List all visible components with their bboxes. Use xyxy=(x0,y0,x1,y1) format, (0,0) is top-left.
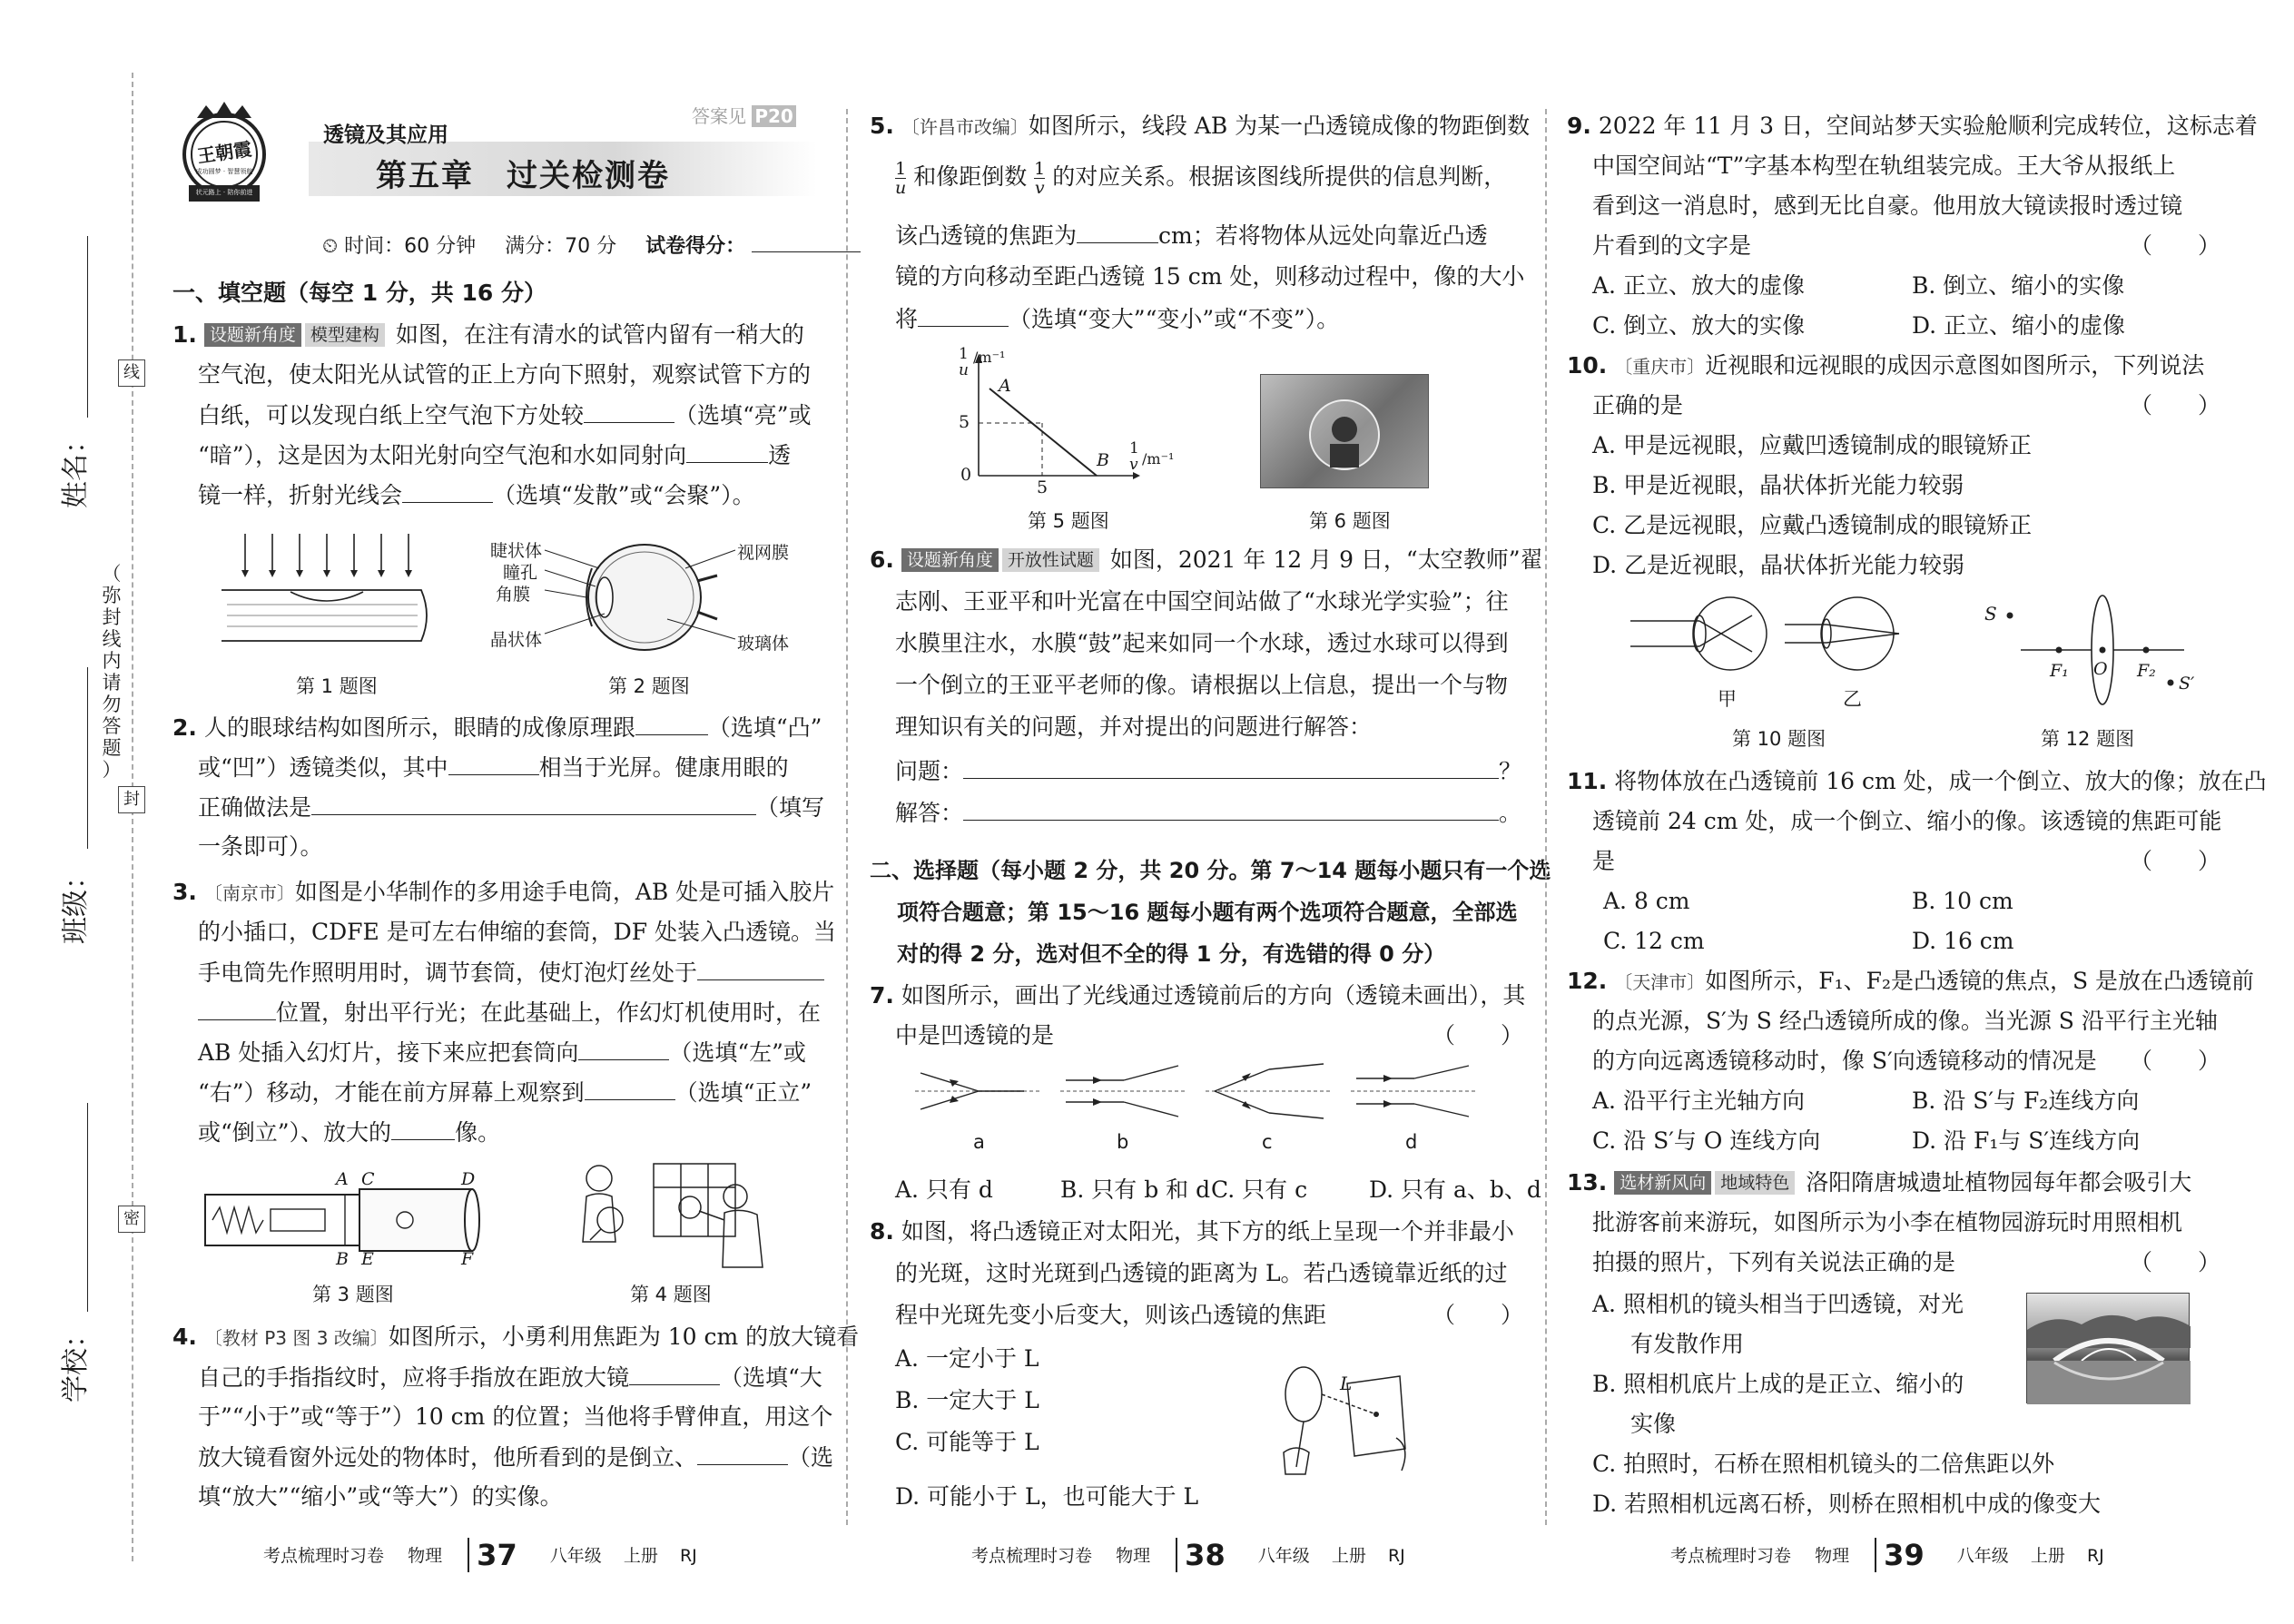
q4-number: 4. xyxy=(172,1324,197,1350)
q6-question-label: 问题： xyxy=(895,758,964,784)
q5-blank-2[interactable] xyxy=(918,305,1009,327)
q1-blank-2[interactable] xyxy=(686,441,768,463)
q7-option-c[interactable]: C. 只有 c xyxy=(1211,1176,1308,1203)
fig4-caption: 第 4 题图 xyxy=(630,1284,712,1305)
q5-line-5 xyxy=(895,305,1339,333)
fig5-tick-x: 5 xyxy=(1037,477,1049,497)
q3-source: 〔南京市〕 xyxy=(203,882,295,904)
name-label: 姓名： xyxy=(60,427,92,508)
q4-blank-2[interactable] xyxy=(697,1443,788,1465)
q11-line-3: 是 xyxy=(1592,848,1616,874)
q13-text-1: 洛阳隋唐城遗址植物园每年都会吸引大 xyxy=(1806,1169,2192,1196)
q4-blank-1[interactable] xyxy=(629,1363,720,1385)
q3-text-1: 如图是小华制作的多用途手电筒，AB 处是可插入胶片 xyxy=(294,879,835,905)
fig2-caption: 第 2 题图 xyxy=(608,675,690,697)
section1-heading: 一、填空题（每空 1 分，共 16 分） xyxy=(172,280,547,306)
brand-slogan-2: 状元路上 · 陪你前进 xyxy=(195,189,253,196)
q11-option-c[interactable]: C. 12 cm xyxy=(1603,928,1705,954)
q3-blank-3[interactable] xyxy=(585,1078,675,1100)
footer-page-number: 39 xyxy=(1875,1538,1932,1572)
footer-edition: RJ xyxy=(1387,1546,1405,1566)
footer-grade: 八年级 xyxy=(1956,1546,2009,1566)
q2-line-1 xyxy=(172,714,822,742)
q12-option-a[interactable]: A. 沿平行主光轴方向 xyxy=(1592,1088,1805,1114)
q6-answer-label: 解答： xyxy=(895,800,964,826)
q1-line-1 xyxy=(172,321,804,349)
q4-line-1 xyxy=(172,1324,859,1352)
column-divider-1 xyxy=(846,109,848,1525)
q12-text-1: 如图所示，F₁、F₂是凸透镜的焦点，S 是放在凸透镜前 xyxy=(1705,968,2255,994)
q10-line-1 xyxy=(1567,352,2204,380)
q13-option-a[interactable]: A. 照相机的镜头相当于凹透镜，对光 xyxy=(1592,1291,1964,1317)
q13-tag-1: 选材新风向 xyxy=(1614,1171,1711,1195)
q3-blank-2[interactable] xyxy=(578,1038,669,1060)
footer-page-38 xyxy=(971,1538,1405,1572)
fig5-caption: 第 5 题图 xyxy=(1028,510,1109,532)
q8-fig-label-l: L xyxy=(1340,1373,1353,1394)
seal-notice-text: 弥封线内请勿答题 xyxy=(102,585,122,759)
q7-text-1: 如图所示，画出了光线通过透镜前后的方向（透镜未画出），其 xyxy=(901,982,1526,1009)
q6-number: 6. xyxy=(870,546,894,573)
school-line xyxy=(87,1103,88,1312)
fig2-eye-diagram xyxy=(490,532,808,668)
fig5-y-one: 1 xyxy=(959,345,969,363)
q7-fig-label-c: c xyxy=(1262,1131,1273,1153)
footer-page-number: 38 xyxy=(1176,1538,1233,1572)
footer-subject: 物理 xyxy=(1116,1546,1151,1566)
info-time: 时间：60 分钟 xyxy=(344,235,477,258)
footer-edition: RJ xyxy=(679,1546,697,1566)
fig5-graph xyxy=(951,345,1175,497)
q5-text-7: 将 xyxy=(895,306,919,332)
fig2-label-retina: 视网膜 xyxy=(737,543,790,563)
column-divider-2 xyxy=(1545,109,1547,1525)
q1-line-5 xyxy=(198,481,755,509)
fig3-label-a: A xyxy=(336,1169,349,1189)
fig12-label-f2: F₂ xyxy=(2137,661,2156,681)
footer-term: 上册 xyxy=(2030,1546,2065,1566)
q6-answer-row xyxy=(895,799,1521,827)
q11-option-d[interactable]: D. 16 cm xyxy=(1912,928,2014,954)
q4-text-6: （选 xyxy=(788,1444,834,1471)
q7-fig-label-a: a xyxy=(973,1131,985,1153)
q10-option-b[interactable]: B. 甲是近视眼，晶状体折光能力较弱 xyxy=(1592,472,1964,498)
q13-number: 13. xyxy=(1567,1169,1608,1196)
q13-option-b[interactable]: B. 照相机底片上成的是正立、缩小的 xyxy=(1592,1371,1964,1397)
q6-line-1 xyxy=(870,546,1542,574)
fig12-label-s-prime: S′ xyxy=(2179,674,2195,694)
q5-frac-v-num: 1 xyxy=(1034,159,1046,179)
q6-answer-field[interactable] xyxy=(963,799,1499,821)
q4-text-2: 自己的手指指纹时，应将手指放在距放大镜 xyxy=(198,1364,630,1391)
q8-line-3: 程中光斑先变小后变大，则该凸透镜的焦距 xyxy=(895,1302,1327,1328)
fig10-caption: 第 10 题图 xyxy=(1732,728,1826,750)
fig5-x-one: 1 xyxy=(1129,439,1139,458)
q4-text-1: 如图所示，小勇利用焦距为 10 cm 的放大镜看 xyxy=(388,1324,860,1350)
fig5-point-b: B xyxy=(1097,450,1109,470)
fig12-lens-diagram xyxy=(1984,590,2211,717)
q2-text-5: 正确做法是 xyxy=(198,794,312,821)
seal-line xyxy=(132,73,133,1561)
q3-text-5: AB 处插入幻灯片，接下来应把套筒向 xyxy=(198,1039,579,1066)
q4-source: 〔教材 P3 图 3 改编〕 xyxy=(203,1327,389,1349)
q1-tag-2: 模型建构 xyxy=(305,323,385,347)
q10-line-2: 正确的是 xyxy=(1592,392,1684,418)
q9-line-1 xyxy=(1567,113,2258,140)
footer-grade: 八年级 xyxy=(549,1546,602,1566)
q6-tag-2: 开放性试题 xyxy=(1002,548,1099,572)
q4-line-4 xyxy=(198,1443,833,1471)
seal-notice-paren-open: （ xyxy=(102,563,122,585)
seal-mark-feng: 封 xyxy=(118,786,145,813)
q11-line-1 xyxy=(1567,768,2267,795)
q8-option-a[interactable]: A. 一定小于 L xyxy=(895,1345,1039,1372)
fig3-label-c: C xyxy=(361,1169,375,1189)
q11-option-a[interactable]: A. 8 cm xyxy=(1603,888,1690,914)
q6-line-5: 理知识有关的问题，并对提出的问题进行解答： xyxy=(895,714,1373,740)
q13-option-c[interactable]: C. 拍照时，石桥在照相机镜头的二倍焦距以外 xyxy=(1592,1451,2055,1477)
fig3-label-b: B xyxy=(336,1249,349,1269)
q4-text-5: 放大镜看窗外远处的物体时，他所看到的是倒立、 xyxy=(198,1444,698,1471)
answer-ref xyxy=(692,102,796,128)
q3-text-3: 手电筒先作照明用时，调节套筒，使灯泡灯丝处于 xyxy=(198,960,698,986)
q5-frac-u-num: 1 xyxy=(895,159,907,179)
q11-text-1: 将物体放在凸透镜前 16 cm 处，成一个倒立、放大的像；放在凸 xyxy=(1614,768,2267,794)
q13-line-1 xyxy=(1567,1169,2191,1196)
q9-line-4: 片看到的文字是 xyxy=(1592,232,1752,259)
q12-line-2: 的点光源，S′为 S 经凸透镜所成的像。当光源 S 沿平行主光轴 xyxy=(1592,1008,2218,1034)
q3-line-2: 的小插口，CDFE 是可左右伸缩的套筒，DF 处装入凸透镜。当 xyxy=(198,919,837,945)
fig3-caption: 第 3 题图 xyxy=(312,1284,394,1305)
q2-text-2: （选填“凸” xyxy=(707,714,822,741)
seal-mark-line: 线 xyxy=(118,359,145,387)
info-score-label: 试卷得分： xyxy=(645,235,746,258)
q11-number: 11. xyxy=(1567,768,1608,794)
exam-info xyxy=(322,231,861,259)
q9-line-3: 看到这一消息时，感到无比自豪。他用放大镜读报时透过镜 xyxy=(1592,192,2183,219)
q10-option-a[interactable]: A. 甲是远视眼，应戴凹透镜制成的眼镜矫正 xyxy=(1592,432,2032,458)
q6-tag-1: 设题新角度 xyxy=(901,548,999,572)
fig12-label-o: O xyxy=(2093,659,2108,679)
class-line xyxy=(87,667,88,849)
q1-line-2: 空气泡，使太阳光从试管的正上方向下照射，观察试管下方的 xyxy=(198,361,812,388)
q3-line-4 xyxy=(198,999,821,1027)
q12-source: 〔天津市〕 xyxy=(1614,971,1706,993)
q6-question-row xyxy=(895,757,1521,785)
q6-line-4: 一个倒立的王亚平老师的像。请根据以上信息，提出一个与物 xyxy=(895,672,1509,698)
fig2-label-lens: 晶状体 xyxy=(490,630,543,650)
q3-blank-4[interactable] xyxy=(391,1118,455,1140)
q3-number: 3. xyxy=(172,879,197,905)
q5-frac-v-den: v xyxy=(1034,178,1045,198)
binding-strip xyxy=(0,0,154,1624)
fig3-flashlight xyxy=(200,1169,490,1269)
q7-option-b[interactable]: B. 只有 b 和 d xyxy=(1060,1176,1211,1203)
q7-fig-label-d: d xyxy=(1405,1131,1418,1153)
q5-text-5: cm；若将物体从远处向靠近凸透 xyxy=(1158,222,1488,249)
q10-source: 〔重庆市〕 xyxy=(1614,356,1706,378)
q5-frac-v xyxy=(1034,160,1045,197)
q12-number: 12. xyxy=(1567,968,1608,994)
q1-text-5: “暗”），这是因为太阳光射向空气泡和水如同射向 xyxy=(198,442,687,468)
chapter-subtitle: 透镜及其应用 xyxy=(323,123,448,147)
q7-line-1 xyxy=(870,982,1525,1009)
fig10-eye-diagrams xyxy=(1630,592,1903,683)
q2-blank-2[interactable] xyxy=(448,753,539,775)
q6-question-field[interactable] xyxy=(963,757,1499,779)
q2-line-3 xyxy=(198,793,824,822)
q1-line-4 xyxy=(198,441,791,469)
q6-line-2: 志刚、王亚平和叶光富在中国空间站做了“水球光学实验”；往 xyxy=(895,588,1509,615)
q1-tag-1: 设题新角度 xyxy=(204,323,301,347)
section2-line-2: 项符合题意；第 15～16 题每小题有两个选项符合题意，全部选 xyxy=(897,900,1518,925)
q4-text-3: （选填“大 xyxy=(720,1364,822,1391)
q13-bridge-photo xyxy=(2026,1293,2190,1403)
fig5-y-label: /m⁻¹ xyxy=(973,349,1006,366)
q13-line-2: 批游客前来游玩，如图所示为小李在植物园游玩时用照相机 xyxy=(1592,1209,2183,1235)
q5-line-4: 镜的方向移动至距凸透镜 15 cm 处，则移动过程中，像的大小 xyxy=(895,263,1525,290)
seal-notice-paren-close: ） xyxy=(102,759,122,781)
q5-text-8: （选填“变大”“变小”或“不变”）。 xyxy=(1009,306,1340,332)
q3-line-5 xyxy=(198,1038,806,1067)
footer-subject: 物理 xyxy=(1815,1546,1850,1566)
q3-text-6: （选填“左”或 xyxy=(669,1039,806,1066)
fig5-x-label: /m⁻¹ xyxy=(1142,450,1175,468)
q2-text-1: 人的眼球结构如图所示，眼睛的成像原理跟 xyxy=(203,714,635,741)
footer-series: 考点梳理时习卷 xyxy=(1670,1546,1792,1566)
answer-ref-text: 答案见 xyxy=(692,105,746,127)
q12-option-d[interactable]: D. 沿 F₁与 S′连线方向 xyxy=(1912,1127,2141,1154)
q1-text-3: 白纸，可以发现白纸上空气泡下方处较 xyxy=(198,402,585,428)
seal-notice xyxy=(98,563,125,781)
q7-option-d[interactable]: D. 只有 a、b、d xyxy=(1369,1176,1541,1203)
q10-text-1: 近视眼和远视眼的成因示意图如图所示，下列说法 xyxy=(1705,352,2205,379)
q2-text-3: 或“凹”）透镜类似，其中 xyxy=(198,754,448,781)
fig2-label-cornea: 角膜 xyxy=(496,585,531,605)
fig2-label-vitreous: 玻璃体 xyxy=(737,634,790,654)
footer-page-37 xyxy=(263,1538,697,1572)
q5-line-3 xyxy=(895,221,1488,250)
fig5-y-u: u xyxy=(959,361,969,379)
q6-answer-end: 。 xyxy=(1499,800,1522,826)
fig3-label-e: E xyxy=(361,1249,374,1269)
q3-text-4: 位置，射出平行光；在此基础上，作幻灯机使用时，在 xyxy=(276,999,822,1026)
q6-line-3: 水膜里注水，水膜“鼓”起来如同一个水球，透过水球可以得到 xyxy=(895,630,1509,656)
q2-text-6: （填写 xyxy=(756,794,825,821)
q8-line-1 xyxy=(870,1218,1514,1245)
q11-answer-paren[interactable]: （ ） xyxy=(2130,848,2221,874)
fig3-label-f: F xyxy=(461,1249,474,1269)
q2-number: 2. xyxy=(172,714,197,741)
q1-text-1: 如图，在注有清水的试管内留有一稍大的 xyxy=(395,321,804,348)
footer-subject: 物理 xyxy=(408,1546,443,1566)
fig6-photo xyxy=(1260,374,1429,488)
q8-lens-figure xyxy=(1260,1362,1414,1480)
q8-answer-paren[interactable]: （ ） xyxy=(1433,1302,1524,1328)
footer-series: 考点梳理时习卷 xyxy=(971,1546,1093,1566)
q1-text-4: （选填“亮”或 xyxy=(674,402,812,428)
footer-page-number: 37 xyxy=(468,1538,525,1572)
q1-blank-3[interactable] xyxy=(402,481,493,503)
footer-grade: 八年级 xyxy=(1257,1546,1310,1566)
q5-number: 5. xyxy=(870,113,894,139)
seal-mark-mi: 密 xyxy=(118,1206,145,1233)
q8-option-c[interactable]: C. 可能等于 L xyxy=(895,1429,1039,1455)
section2-line-3: 对的得 2 分，选对但不全的得 1 分，有选错的得 0 分） xyxy=(897,941,1446,967)
q12-answer-paren[interactable]: （ ） xyxy=(2130,1048,2221,1074)
q4-line-3: 于”“小于”或“等于”）10 cm 的位置；当他将手臂伸直，用这个 xyxy=(198,1403,833,1430)
column-page-39 xyxy=(1558,0,2275,1624)
q3-blank-1[interactable] xyxy=(697,959,824,980)
q1-text-8: （选填“发散”或“会聚”）。 xyxy=(493,482,755,508)
q2-line-2 xyxy=(198,753,789,782)
q6-text-1: 如图，2021 年 12 月 9 日，“太空教师”翟 xyxy=(1109,546,1543,573)
fig3-label-d: D xyxy=(461,1169,476,1189)
fig10-label-yi: 乙 xyxy=(1843,688,1862,710)
q5-frac-u xyxy=(895,160,906,197)
q9-option-c[interactable]: C. 倒立、放大的实像 xyxy=(1592,312,1806,339)
q3-text-10: 像。 xyxy=(455,1119,501,1146)
q8-number: 8. xyxy=(870,1218,894,1245)
footer-term: 上册 xyxy=(623,1546,658,1566)
q3-line-7 xyxy=(198,1118,500,1147)
q7-option-a[interactable]: A. 只有 d xyxy=(895,1176,993,1203)
fig5-tick-y: 5 xyxy=(959,412,970,432)
q5-text-4: 该凸透镜的焦距为 xyxy=(895,222,1078,249)
q3-text-9: 或“倒立”）、放大的 xyxy=(198,1119,392,1146)
q7-answer-paren[interactable]: （ ） xyxy=(1433,1022,1524,1048)
q8-text-1: 如图，将凸透镜正对太阳光，其下方的纸上呈现一个并非最小 xyxy=(901,1218,1514,1245)
brand-text: 王朝霞 xyxy=(195,137,253,168)
q5-blank-1[interactable] xyxy=(1077,221,1158,243)
q1-blank-1[interactable] xyxy=(584,401,674,423)
q13-option-b-cont: 实像 xyxy=(1630,1411,1677,1437)
q2-text-4: 相当于光屏。健康用眼的 xyxy=(538,754,789,781)
footer-edition: RJ xyxy=(2086,1546,2104,1566)
q5-line-1 xyxy=(870,113,1530,141)
q7-fig-label-b: b xyxy=(1117,1131,1129,1153)
q5-text-3: 的对应关系。根据该图线所提供的信息判断， xyxy=(1052,163,1507,190)
q3-text-8: （选填“正立” xyxy=(674,1079,812,1106)
q5-text-2: 和像距倒数 xyxy=(913,163,1028,190)
q5-line-2 xyxy=(895,160,1506,197)
fig2-label-ciliary: 睫状体 xyxy=(490,541,543,561)
q10-option-c[interactable]: C. 乙是远视眼，应戴凸透镜制成的眼镜矫正 xyxy=(1592,512,2033,538)
clock-icon: ⏲ xyxy=(322,235,339,258)
fig12-label-s: S xyxy=(1984,603,1997,625)
q5-frac-u-den: u xyxy=(895,178,907,198)
q2-blank-1[interactable] xyxy=(635,714,708,735)
fig5-point-a: A xyxy=(999,376,1011,396)
brand-slogan: 成功圆梦 · 智慧领航 xyxy=(195,168,253,175)
q13-tag-2: 地域特色 xyxy=(1715,1171,1795,1195)
chapter-title: 第五章 过关检测卷 xyxy=(376,158,670,194)
q12-line-3: 的方向远离透镜移动时，像 S′向透镜移动的情况是 xyxy=(1592,1048,2097,1074)
name-line xyxy=(87,236,88,418)
class-label: 班级： xyxy=(60,862,92,944)
footer-term: 上册 xyxy=(1331,1546,1366,1566)
q3-line-6 xyxy=(198,1078,812,1107)
q8-line-2: 的光斑，这时光斑到凸透镜的距离为 L。若凸透镜靠近纸的过 xyxy=(895,1260,1508,1286)
q9-answer-paren[interactable]: （ ） xyxy=(2130,232,2221,259)
info-full: 满分：70 分 xyxy=(505,235,617,258)
q5-text-1: 如图所示，线段 AB 为某一凸透镜成像的物距倒数 xyxy=(1028,113,1531,139)
q3-text-7: “右”）移动，才能在前方屏幕上观察到 xyxy=(198,1079,585,1106)
q9-line-2: 中国空间站“T”字基本构型在轨组装完成。王大爷从报纸上 xyxy=(1592,153,2176,179)
q1-number: 1. xyxy=(172,321,197,348)
q11-option-b[interactable]: B. 10 cm xyxy=(1912,888,2013,914)
q1-text-7: 镜一样，折射光线会 xyxy=(198,482,403,508)
column-page-38 xyxy=(861,0,1551,1624)
q2-line-4: 一条即可）。 xyxy=(198,833,323,860)
q7-ray-diagrams xyxy=(915,1060,1496,1124)
q8-option-b[interactable]: B. 一定大于 L xyxy=(895,1387,1039,1413)
section2-line-1: 二、选择题（每小题 2 分，共 20 分。第 7～14 题每小题只有一个选 xyxy=(870,858,1551,883)
footer-page-39 xyxy=(1670,1538,2104,1572)
q9-text-1: 2022 年 11 月 3 日，空间站梦天实验舱顺利完成转位，这标志着 xyxy=(1598,113,2258,139)
fig5-origin: 0 xyxy=(960,465,972,485)
q2-blank-3[interactable] xyxy=(311,793,756,815)
q6-question-end: ？ xyxy=(1499,758,1522,784)
q9-option-b[interactable]: B. 倒立、缩小的实像 xyxy=(1912,272,2125,299)
fig1-test-tube xyxy=(218,534,436,661)
q9-option-a[interactable]: A. 正立、放大的虚像 xyxy=(1592,272,1805,299)
q1-text-6: 透 xyxy=(768,442,792,468)
q9-option-d[interactable]: D. 正立、缩小的虚像 xyxy=(1912,312,2126,339)
fig12-caption: 第 12 题图 xyxy=(2041,728,2135,750)
q10-answer-paren[interactable]: （ ） xyxy=(2130,392,2221,418)
fig12-label-f1: F₁ xyxy=(2050,661,2069,681)
q12-option-c[interactable]: C. 沿 S′与 O 连线方向 xyxy=(1592,1127,1821,1154)
q12-option-b[interactable]: B. 沿 S′与 F₂连线方向 xyxy=(1912,1088,2140,1114)
q4-line-5: 填“放大”“缩小”或“等大”）的实像。 xyxy=(198,1483,563,1510)
q12-line-1 xyxy=(1567,968,2254,996)
q7-line-2: 中是凹透镜的是 xyxy=(895,1022,1055,1048)
q10-number: 10. xyxy=(1567,352,1608,379)
fig5-x-v: v xyxy=(1129,456,1138,474)
fig1-caption: 第 1 题图 xyxy=(296,675,378,697)
q11-line-2: 透镜前 24 cm 处，成一个倒立、缩小的像。该透镜的焦距可能 xyxy=(1592,808,2222,834)
answer-ref-page: P20 xyxy=(752,105,796,127)
fig4-magnifier-scene xyxy=(563,1160,781,1274)
q1-line-3 xyxy=(198,401,812,429)
column-page-37 xyxy=(163,0,860,1624)
brand-logo xyxy=(174,98,274,207)
q4-line-2 xyxy=(198,1363,822,1392)
q10-option-d[interactable]: D. 乙是近视眼，晶状体折光能力较弱 xyxy=(1592,552,1965,578)
fig2-label-pupil: 瞳孔 xyxy=(503,563,538,583)
fig10-label-jia: 甲 xyxy=(1718,688,1737,710)
fig6-caption: 第 6 题图 xyxy=(1309,510,1391,532)
q9-number: 9. xyxy=(1567,113,1591,139)
q3-line-1 xyxy=(172,879,834,907)
q13-option-a-cont: 有发散作用 xyxy=(1630,1331,1745,1357)
q7-number: 7. xyxy=(870,982,894,1009)
q8-option-d[interactable]: D. 可能小于 L，也可能大于 L xyxy=(895,1483,1199,1510)
q13-line-3: 拍摄的照片，下列有关说法正确的是 xyxy=(1592,1249,1956,1275)
q3-blank-1b[interactable] xyxy=(198,999,276,1020)
q13-answer-paren[interactable]: （ ） xyxy=(2130,1249,2221,1275)
q3-line-3 xyxy=(198,959,824,987)
q13-option-d[interactable]: D. 若照相机远离石桥，则桥在照相机中成的像变大 xyxy=(1592,1491,2102,1517)
q5-source: 〔许昌市改编〕 xyxy=(901,116,1029,138)
school-label: 学校： xyxy=(60,1321,92,1403)
footer-series: 考点梳理时习卷 xyxy=(263,1546,385,1566)
